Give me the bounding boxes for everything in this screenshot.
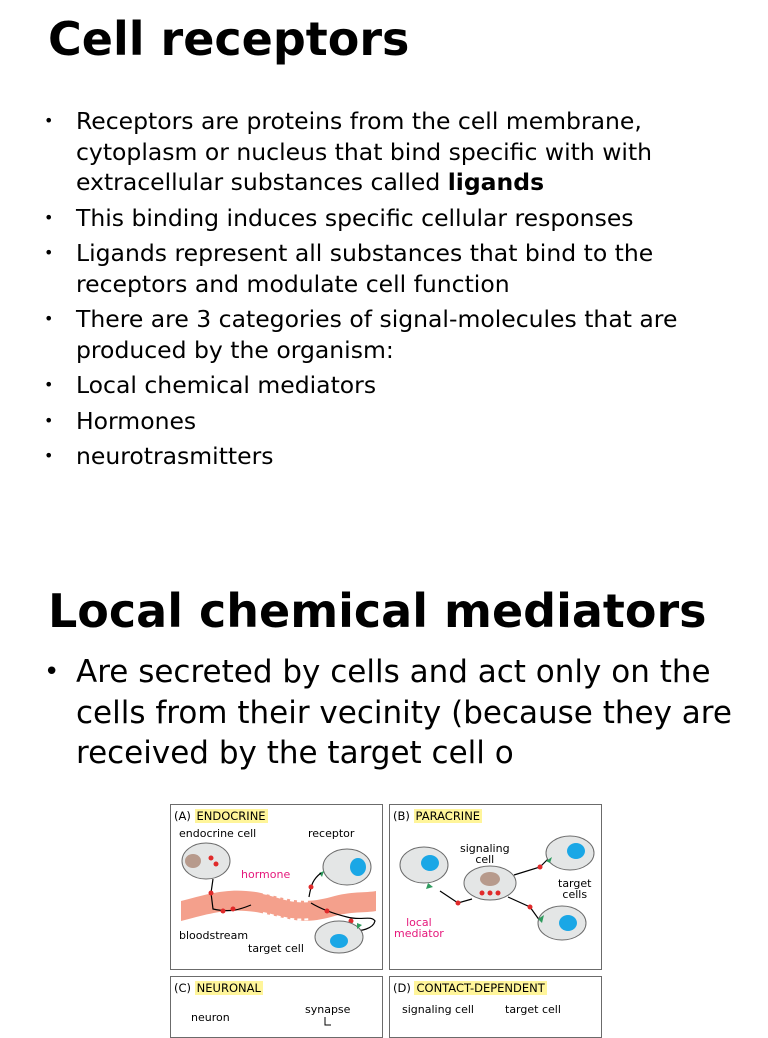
panel-label: ENDOCRINE [196, 809, 266, 823]
slide-title-cell-receptors: Cell receptors [48, 12, 410, 66]
bullet-item [0, 406, 740, 437]
bullet-text: Hormones [76, 406, 197, 435]
panel-label: PARACRINE [415, 809, 481, 823]
target-cell-label: target cell [505, 1003, 561, 1016]
panel-title: (D) CONTACT-DEPENDENT [393, 981, 545, 995]
local-mediators-bullet-list [0, 652, 740, 774]
bullet-item [0, 203, 740, 234]
bullet-item [0, 238, 740, 299]
bullet-icon: • [44, 410, 54, 430]
bullet-text: neurotrasmitters [76, 442, 274, 470]
neuron-label: neuron [191, 1011, 230, 1024]
bullet-icon: • [44, 207, 54, 227]
bullet-icon: • [44, 243, 54, 262]
bullet-icon: • [44, 111, 54, 130]
panel-title: (C) NEURONAL [174, 981, 261, 995]
panel-endocrine [170, 804, 383, 970]
panel-paracrine [389, 804, 602, 970]
bloodstream-label: bloodstream [179, 929, 249, 942]
receptor-label: receptor [308, 827, 355, 840]
panel-label: NEURONAL [196, 981, 261, 995]
bullet-item [0, 304, 740, 365]
bullet-item [0, 441, 740, 472]
bullet-text: There are 3 categories of signal-molecules that are produced by the organism: [76, 305, 678, 364]
panel-neuronal [170, 976, 383, 1038]
bullet-text: This binding induces specific cellular responses [76, 203, 634, 232]
bullet-icon: • [44, 446, 54, 465]
endocrine-cell-label: endocrine cell [179, 827, 257, 840]
hormone-label: hormone [241, 868, 291, 881]
bullet-item [0, 652, 740, 774]
bullet-item [0, 370, 740, 401]
synapse-icon [171, 977, 382, 1037]
bullet-text: Ligands represent all substances that bind to the receptors and modulate cell function [76, 239, 654, 298]
bullet-item [0, 106, 740, 198]
signaling-cell-label: signaling cell [460, 842, 510, 866]
target-cells-label: target cells [558, 877, 592, 901]
bullet-text: Local chemical mediators [76, 371, 377, 399]
bullet-icon: • [44, 375, 54, 394]
slide-title-local-chemical-mediators: Local chemical mediators [48, 584, 707, 638]
panel-title: (A) ENDOCRINE [174, 809, 266, 823]
local-mediator-label: local mediator [394, 916, 444, 940]
panel-contact-dependent [389, 976, 602, 1038]
bullet-text: Are secreted by cells and act only on the cells from their vecinity (because they are received by the target cell o [76, 654, 732, 771]
bullet-bold-term: ligands [447, 168, 545, 196]
cell-receptors-bullet-list [0, 106, 740, 477]
bullet-icon: • [44, 657, 60, 687]
bullet-icon: • [44, 309, 54, 328]
panel-label: CONTACT-DEPENDENT [416, 981, 545, 995]
bullet-text: Receptors are proteins from the cell membrane, cytoplasm or nucleus that bind specific with with extracellular substances called [76, 107, 653, 196]
signaling-cell-label: signaling cell [402, 1003, 474, 1016]
panel-title: (B) PARACRINE [393, 809, 481, 823]
target-cell-label: target cell [248, 942, 304, 955]
synapse-label: synapse [305, 1003, 351, 1016]
